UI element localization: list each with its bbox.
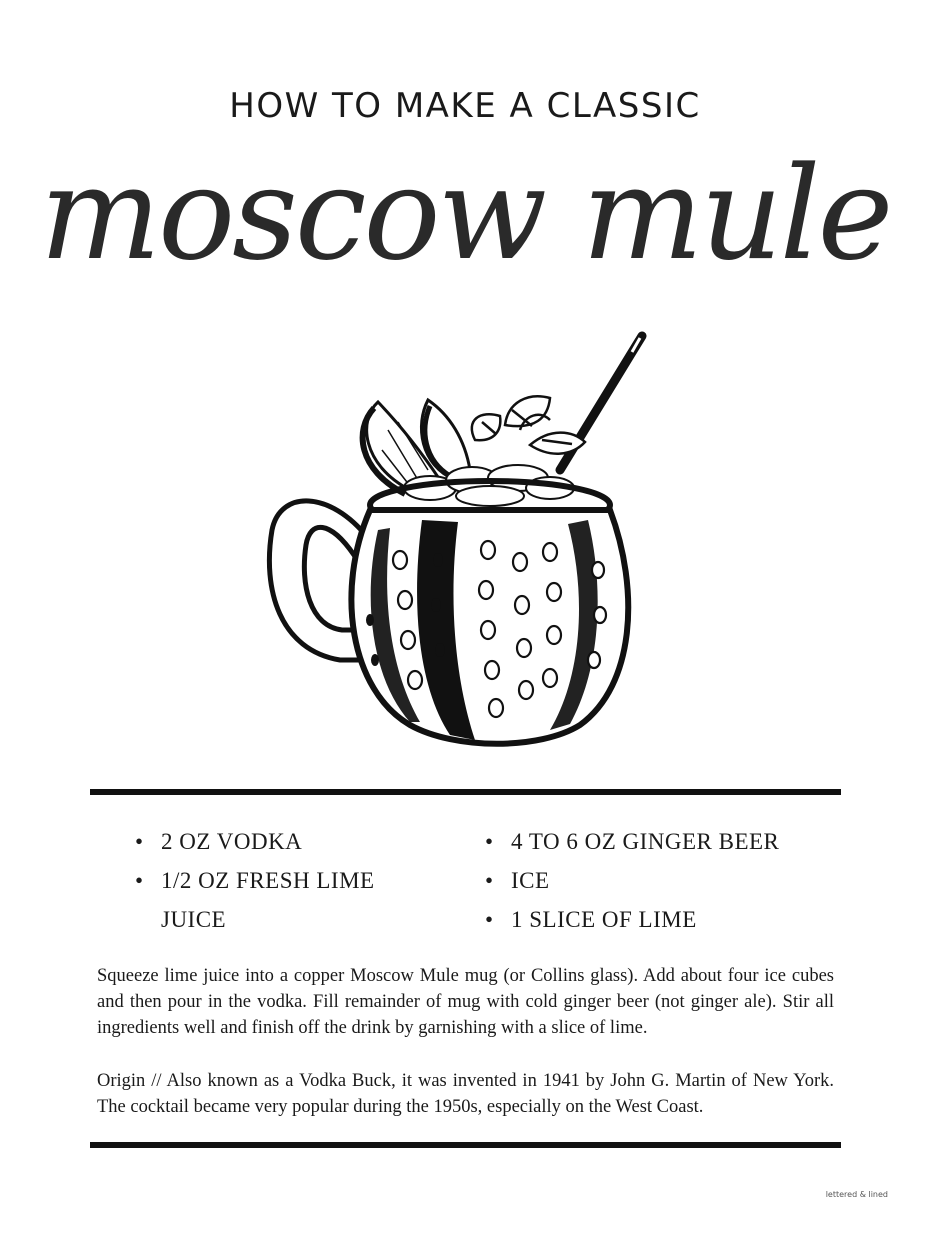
copper-mug-illustration [250, 330, 660, 750]
recipe-subtitle: HOW TO MAKE A CLASSIC [229, 86, 701, 126]
recipe-title: moscow mule [39, 140, 891, 289]
ingredient-text: JUICE [161, 907, 227, 932]
origin-paragraph: Origin // Also known as a Vodka Buck, it was invented in 1941 by John G. Martin of New York. The cocktail became very popular during the 1950s, especially on the West Coast. [97, 1071, 834, 1117]
mint-leaves-icon [472, 396, 585, 453]
ingredient-text: ICE [511, 868, 550, 893]
bullet: • [485, 829, 494, 854]
bullet: • [485, 868, 494, 893]
bullet: • [135, 868, 144, 893]
ingredient-text: 1/2 OZ FRESH LIME [161, 868, 375, 893]
bullet: • [485, 907, 494, 932]
brand-credit: lettered & lined [825, 1190, 888, 1199]
ingredient-text: 4 TO 6 OZ GINGER BEER [511, 829, 780, 854]
ingredient-item-continued [135, 900, 465, 939]
ingredient-text: 1 SLICE OF LIME [511, 907, 697, 932]
ingredient-item [135, 822, 465, 861]
ingredient-item [485, 900, 815, 939]
ingredient-item [135, 861, 465, 900]
ingredient-item [485, 822, 815, 861]
ingredients-right-column [485, 822, 815, 939]
bullet: • [135, 829, 144, 854]
directions-paragraph: Squeeze lime juice into a copper Moscow Mule mug (or Collins glass). Add about four ice cubes and then pour in the vodka. Fill remainder of mug with cold ginger beer (not ginger ale). Stir all ingredients well and finish off the drink by garnishing with a slice of lime. [97, 966, 834, 1038]
ingredients-left-column [135, 822, 465, 939]
ingredient-item [485, 861, 815, 900]
bottom-divider [90, 1142, 841, 1148]
top-divider [90, 789, 841, 795]
ingredient-text: 2 OZ VODKA [161, 829, 303, 854]
